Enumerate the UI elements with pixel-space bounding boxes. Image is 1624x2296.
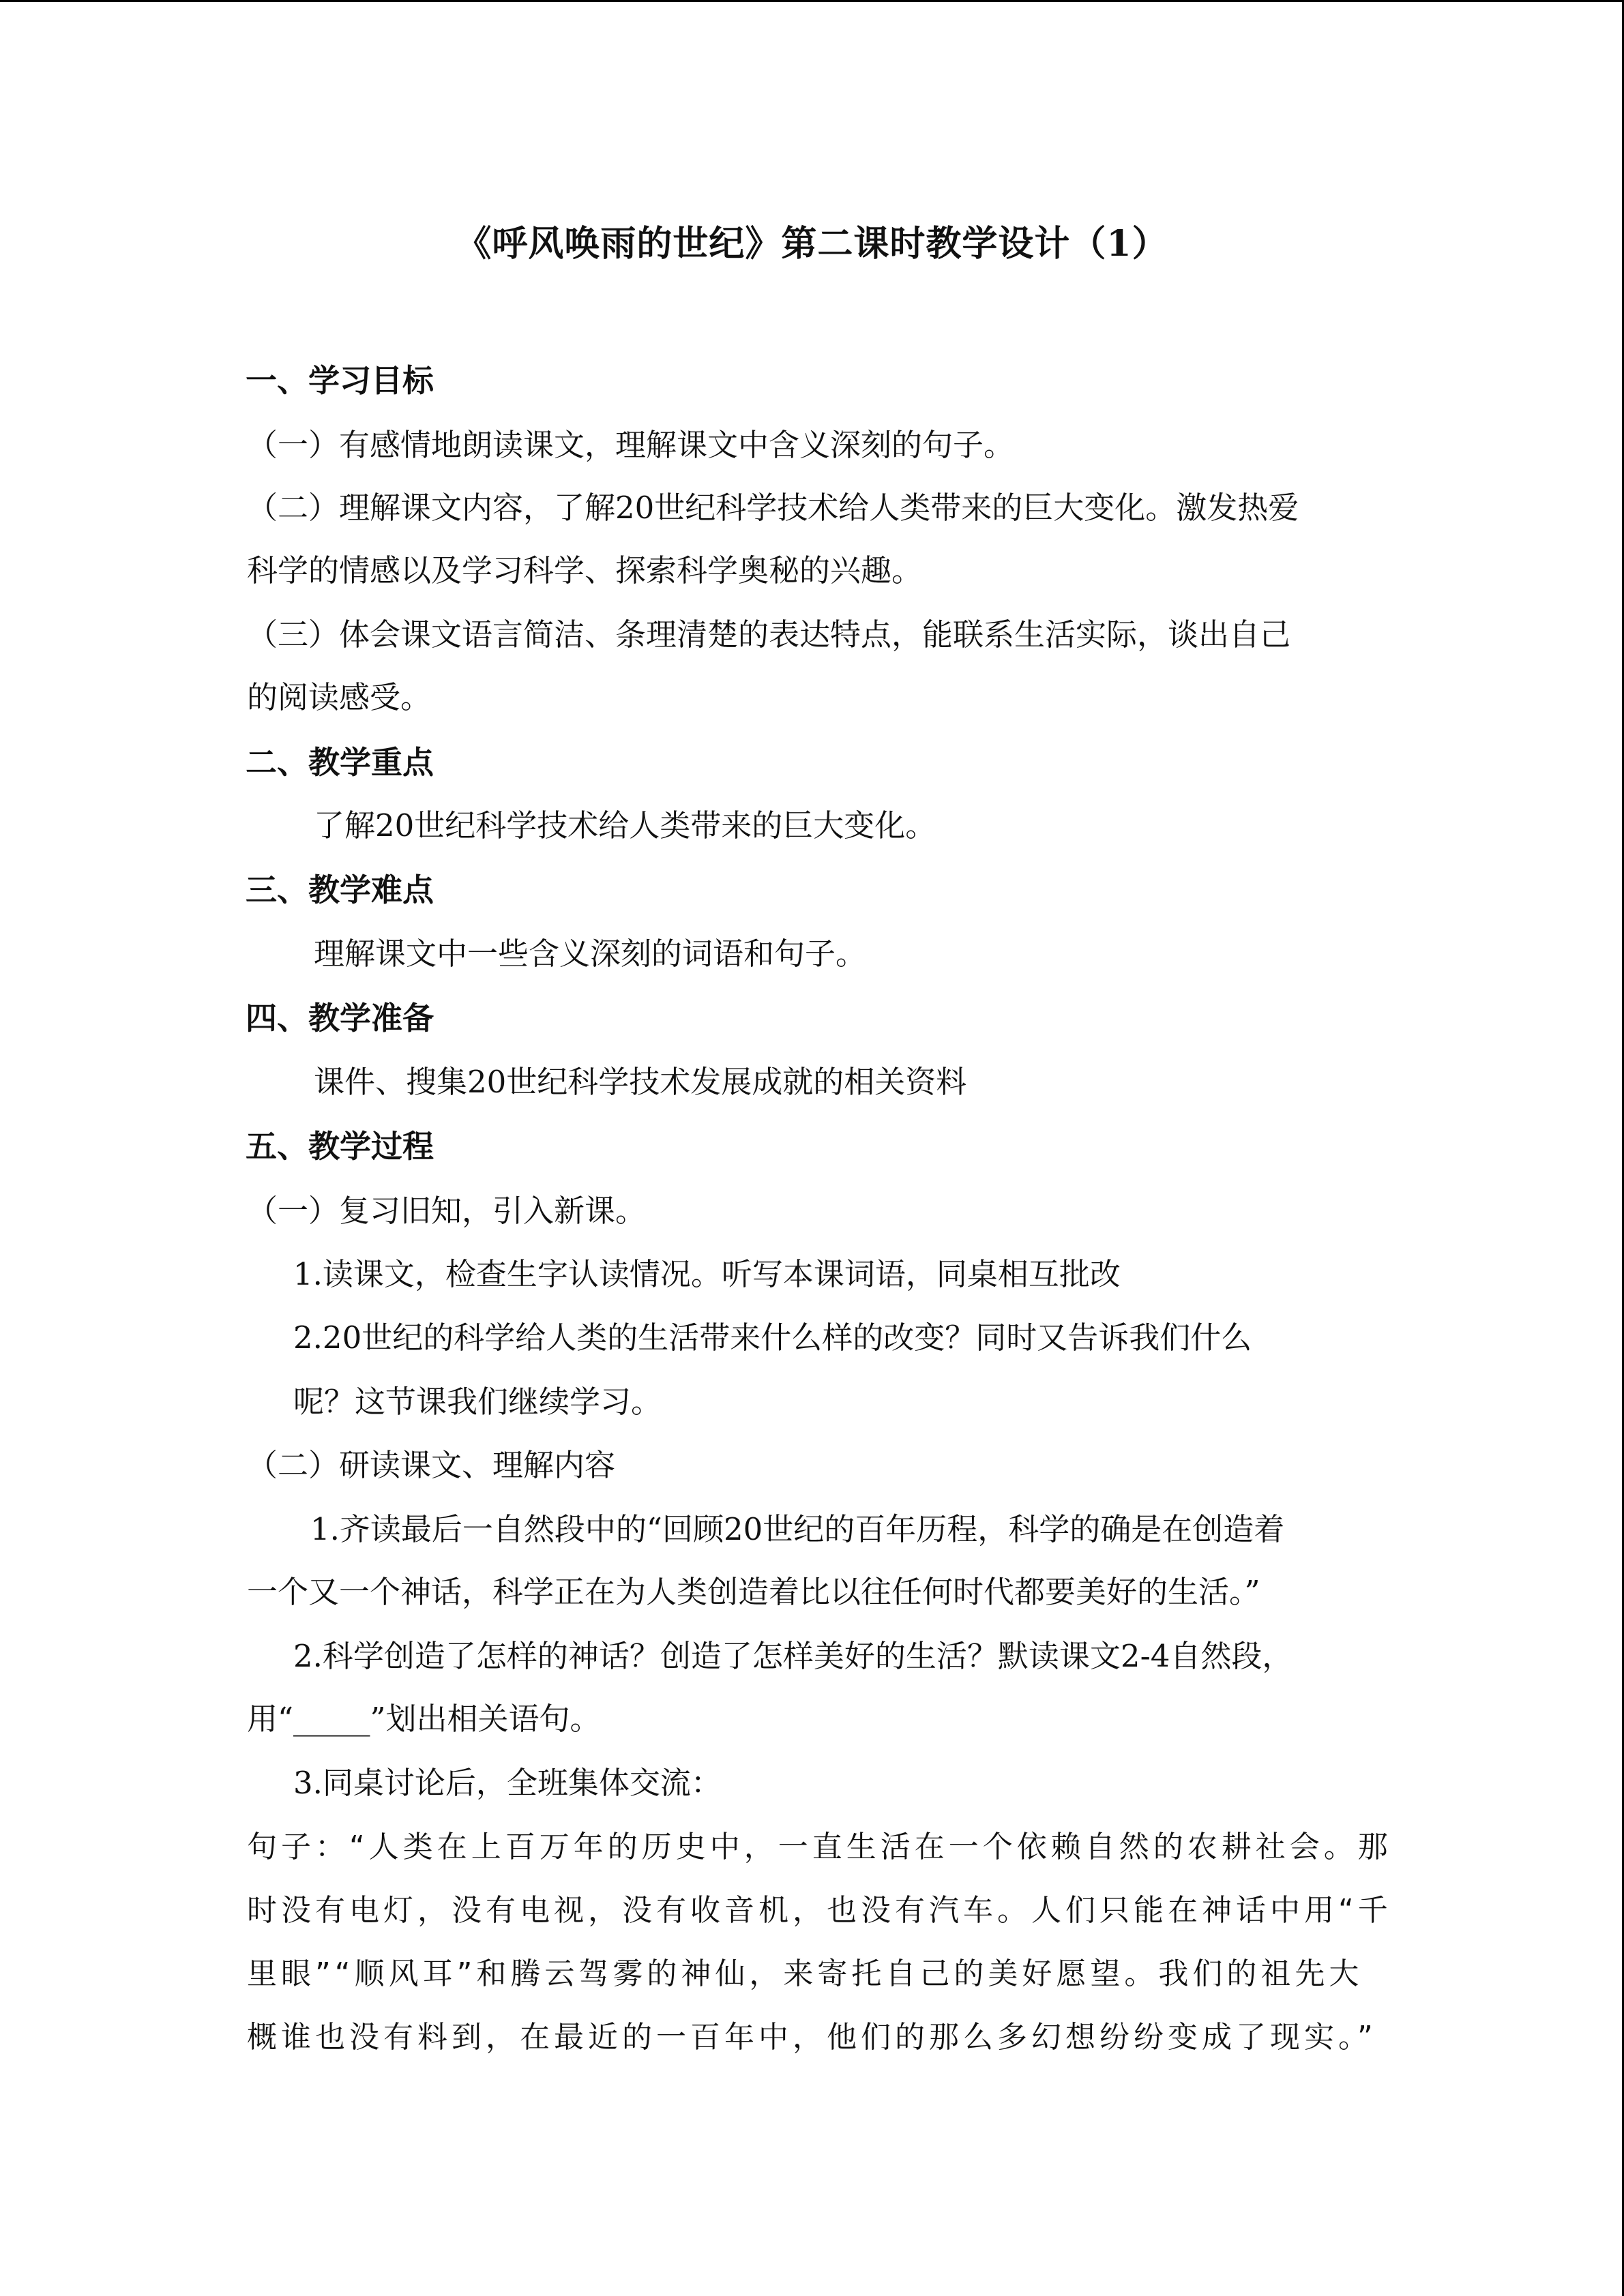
process-line: 1.齐读最后一自然段中的“回顾20世纪的百年历程，科学的确是在创造着 — [310, 1511, 1285, 1547]
process-line: 2.20世纪的科学给人类的生活带来什么样的改变？同时又告诉我们什么 — [293, 1320, 1252, 1356]
process-line: 2.科学创造了怎样的神话？创造了怎样美好的生活？默读课文2-4自然段， — [293, 1638, 1293, 1674]
preparation-text: 课件、搜集20世纪科学技术发展成就的相关资料 — [314, 1064, 967, 1100]
section-heading-preparation: 四、教学准备 — [246, 1000, 434, 1037]
process-line: （一）复习旧知，引入新课。 — [247, 1193, 647, 1229]
difficulties-text: 理解课文中一些含义深刻的词语和句子。 — [314, 936, 867, 972]
goal-item: （一）有感情地朗读课文，理解课文中含义深刻的句子。 — [247, 427, 1015, 463]
key-points-text: 了解20世纪科学技术给人类带来的巨大变化。 — [314, 807, 936, 844]
quoted-sentence-line: 句子：“人类在上百万年的历史中，一直生活在一个依赖自然的农耕社会。那 — [247, 1830, 1392, 1864]
process-line: 呢？这节课我们继续学习。 — [293, 1384, 662, 1420]
section-heading-difficulties: 三、教学难点 — [246, 871, 434, 908]
section-heading-goals: 一、学习目标 — [246, 362, 434, 399]
section-heading-key-points: 二、教学重点 — [246, 744, 434, 781]
goal-item: 的阅读感受。 — [247, 679, 432, 715]
process-line: 1.读课文，检查生字认读情况。听写本课词语，同桌相互批改 — [293, 1256, 1121, 1292]
quoted-sentence-line: 里眼”“顺风耳”和腾云驾雾的神仙，来寄托自己的美好愿望。我们的祖先大 — [247, 1956, 1363, 1991]
goal-item: （二）理解课文内容，了解20世纪科学技术给人类带来的巨大变化。激发热爱 — [247, 490, 1299, 526]
goal-item: （三）体会课文语言简洁、条理清楚的表达特点，能联系生活实际，谈出自己 — [247, 616, 1291, 653]
goal-item: 科学的情感以及学习科学、探索科学奥秘的兴趣。 — [247, 552, 923, 588]
quoted-sentence-line: 概谁也没有料到，在最近的一百年中，他们的那么多幻想纷纷变成了现实。” — [247, 2020, 1377, 2055]
quoted-sentence-line: 时没有电灯，没有电视，没有收音机，也没有汽车。人们只能在神话中用“千 — [247, 1893, 1392, 1928]
process-line: （二）研读课文、理解内容 — [247, 1447, 616, 1483]
section-heading-process: 五、教学过程 — [246, 1128, 434, 1165]
process-line: 用“_____”划出相关语句。 — [247, 1701, 601, 1737]
process-line: 3.同桌讨论后，全班集体交流： — [293, 1765, 722, 1801]
process-line: 一个又一个神话，科学正在为人类创造着比以往任何时代都要美好的生活。” — [247, 1574, 1260, 1610]
document-title: 《呼风唤雨的世纪》第二课时教学设计（1） — [456, 223, 1168, 265]
